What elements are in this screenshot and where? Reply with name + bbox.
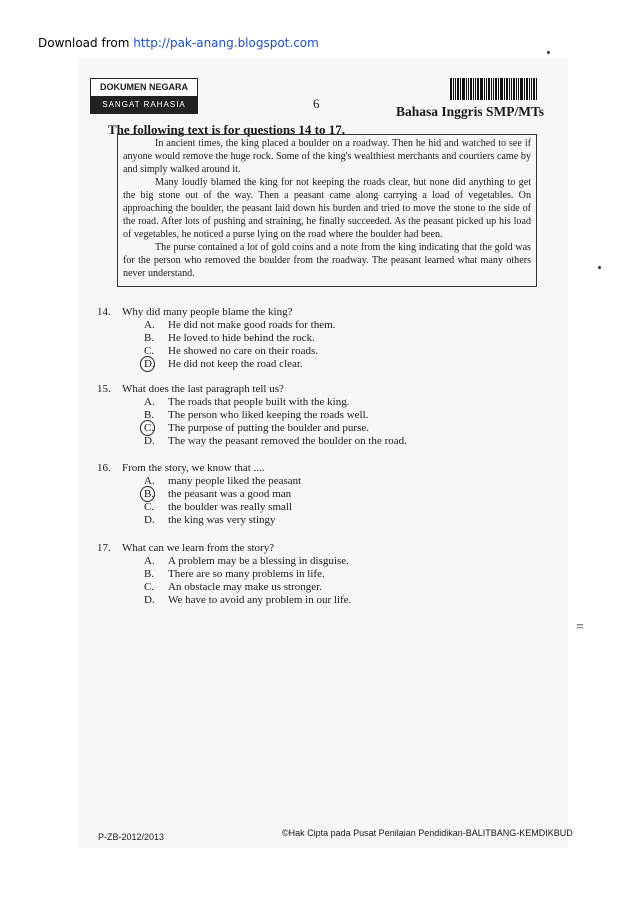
option-text: The purpose of putting the boulder and purse. xyxy=(168,422,370,434)
scan-speck xyxy=(598,266,601,269)
passage-paragraph-2: Many loudly blamed the king for not keeping the roads clear, but none did anything to get the big stone out of the way. Then a peasant came along carrying a load of vegetables. On approaching the boulder, the peasant laid down his burden and tried to move the stone to the side of the road. After lots of pushing and straining, he finally succeeded. As the peasant picked up his load of vegetables, he noticed a purse lying on the road where the boulder had been. xyxy=(123,177,531,240)
option-15d[interactable] xyxy=(144,435,407,448)
option-14d[interactable] xyxy=(144,358,303,371)
option-16b[interactable] xyxy=(144,488,291,501)
option-letter: C. xyxy=(144,345,155,357)
question-number: 16. xyxy=(97,462,111,474)
option-letter: B. xyxy=(144,409,155,421)
option-letter: A. xyxy=(144,319,155,331)
question-number: 17. xyxy=(97,542,111,554)
option-17c[interactable] xyxy=(144,581,322,594)
option-letter: A. xyxy=(144,475,155,487)
option-15a[interactable] xyxy=(144,396,349,409)
question-number: 14. xyxy=(97,306,111,318)
download-notice xyxy=(38,36,319,50)
download-prefix: Download from xyxy=(38,36,134,50)
option-text: He did not keep the road clear. xyxy=(168,358,303,370)
passage-paragraph-1: In ancient times, the king placed a boulder on a roadway. Then he hid and watched to see if anyone would remove the huge rock. Some of the king's wealthiest merchants and courtiers came by and simply walked around it. xyxy=(123,138,531,175)
footer-copyright: ©Hak Cipta pada Pusat Penilaian Pendidikan-BALITBANG-KEMDIKBUD xyxy=(282,828,573,838)
option-text: There are so many problems in life. xyxy=(168,568,325,580)
document-classification-box xyxy=(90,78,198,114)
passage-paragraph-3: The purse contained a lot of gold coins and a note from the king indicating that the gold was for the person who removed the boulder from the roadway. The peasant learned what many others never understand. xyxy=(123,242,531,279)
option-letter: A. xyxy=(144,555,155,567)
question-16 xyxy=(97,462,517,526)
barcode-icon xyxy=(450,78,542,100)
option-text: The way the peasant removed the boulder on the road. xyxy=(168,435,407,447)
question-17 xyxy=(97,542,517,606)
option-letter: C. xyxy=(144,581,155,593)
option-letter-circled: C. xyxy=(144,422,155,434)
option-letter: D. xyxy=(144,514,155,526)
option-17d[interactable] xyxy=(144,594,351,607)
footer-code: P-ZB-2012/2013 xyxy=(98,832,165,842)
option-letter: D. xyxy=(144,594,155,606)
option-14b[interactable] xyxy=(144,332,315,345)
download-link[interactable]: http://pak-anang.blogspot.com xyxy=(133,36,319,50)
question-stem: What can we learn from the story? xyxy=(122,542,275,554)
passage-intro: The following text is for questions 14 to 17. xyxy=(108,122,346,137)
margin-mark: = xyxy=(576,620,584,635)
question-15 xyxy=(97,383,517,447)
option-letter: B. xyxy=(144,568,155,580)
option-text: He showed no care on their roads. xyxy=(168,345,318,357)
question-stem: From the story, we know that .... xyxy=(122,462,265,474)
scan-speck xyxy=(547,51,550,54)
option-text: the peasant was a good man xyxy=(168,488,292,500)
doc-label-top: DOKUMEN NEGARA xyxy=(99,82,188,92)
option-17a[interactable] xyxy=(144,555,349,568)
option-16a[interactable] xyxy=(144,475,301,488)
question-number: 15. xyxy=(97,383,111,395)
option-14c[interactable] xyxy=(144,345,318,358)
option-text: the king was very stingy xyxy=(168,514,276,526)
subject-title: Bahasa Inggris SMP/MTs xyxy=(396,104,545,119)
question-stem: What does the last paragraph tell us? xyxy=(122,383,284,395)
option-letter-circled: D. xyxy=(144,358,155,370)
page-number: 6 xyxy=(313,96,320,111)
option-16c[interactable] xyxy=(144,501,292,514)
option-17b[interactable] xyxy=(144,568,325,581)
option-letter: C. xyxy=(144,501,155,513)
option-text: A problem may be a blessing in disguise. xyxy=(168,555,349,567)
option-letter-circled: B. xyxy=(144,488,155,500)
option-text: He loved to hide behind the rock. xyxy=(168,332,315,344)
option-15b[interactable] xyxy=(144,409,368,422)
doc-label-bottom: SANGAT RAHASIA xyxy=(91,96,197,113)
reading-passage xyxy=(117,134,537,287)
option-text: We have to avoid any problem in our life. xyxy=(168,594,352,606)
option-text: many people liked the peasant xyxy=(168,475,302,487)
option-text: The person who liked keeping the roads well. xyxy=(168,409,369,421)
option-letter: B. xyxy=(144,332,155,344)
option-14a[interactable] xyxy=(144,319,335,332)
option-text: An obstacle may make us stronger. xyxy=(168,581,322,593)
option-16d[interactable] xyxy=(144,514,276,527)
question-14 xyxy=(97,306,517,370)
option-letter: A. xyxy=(144,396,155,408)
question-stem: Why did many people blame the king? xyxy=(122,306,293,318)
option-text: the boulder was really small xyxy=(168,501,293,513)
option-text: He did not make good roads for them. xyxy=(168,319,336,331)
option-15c[interactable] xyxy=(144,422,369,435)
option-text: The roads that people built with the king. xyxy=(168,396,350,408)
option-letter: D. xyxy=(144,435,155,447)
